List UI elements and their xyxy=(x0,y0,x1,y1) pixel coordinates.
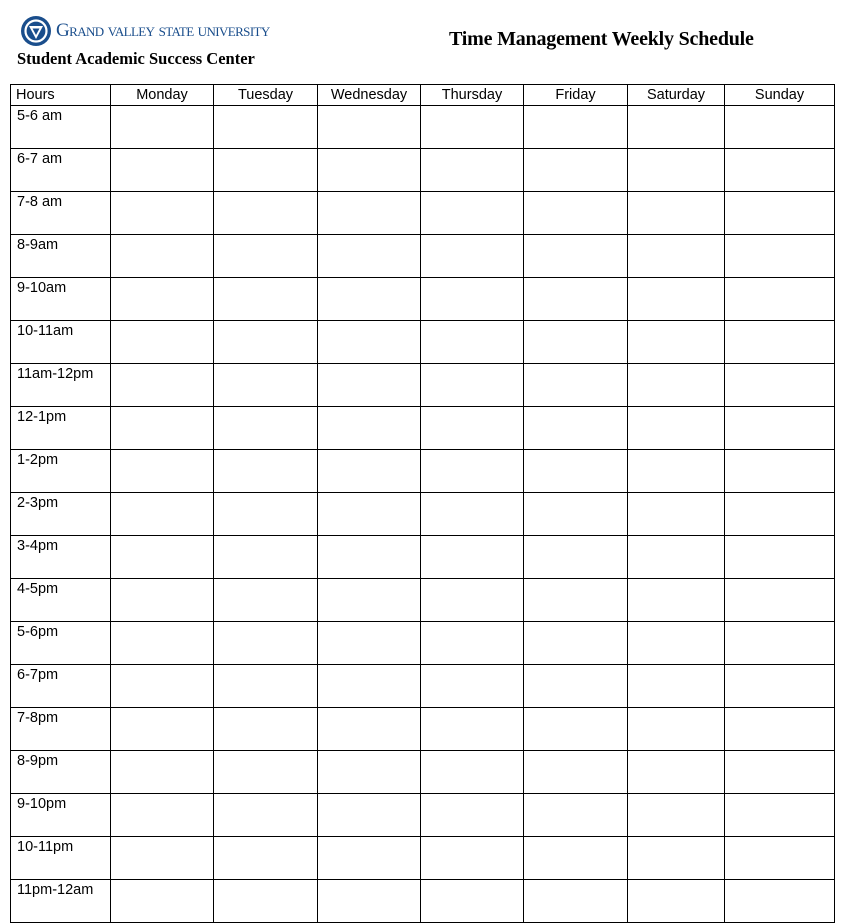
time-slot-label: 10-11pm xyxy=(11,837,111,880)
time-slot-label: 11am-12pm xyxy=(11,364,111,407)
schedule-cell-wednesday[interactable] xyxy=(318,149,421,192)
time-slot-label: 5-6pm xyxy=(11,622,111,665)
schedule-cell-saturday[interactable] xyxy=(628,751,725,794)
time-slot-label: 4-5pm xyxy=(11,579,111,622)
schedule-cell-tuesday[interactable] xyxy=(214,450,318,493)
header-row xyxy=(11,85,835,106)
schedule-cell-friday[interactable] xyxy=(524,880,628,923)
schedule-cell-sunday[interactable] xyxy=(725,493,835,536)
schedule-cell-tuesday[interactable] xyxy=(214,665,318,708)
schedule-cell-friday[interactable] xyxy=(524,536,628,579)
schedule-cell-saturday[interactable] xyxy=(628,407,725,450)
schedule-cell-monday[interactable] xyxy=(111,536,214,579)
schedule-cell-thursday[interactable] xyxy=(421,106,524,149)
schedule-cell-monday[interactable] xyxy=(111,450,214,493)
schedule-cell-tuesday[interactable] xyxy=(214,407,318,450)
schedule-cell-sunday[interactable] xyxy=(725,364,835,407)
university-logo xyxy=(20,14,270,48)
schedule-cell-thursday[interactable] xyxy=(421,321,524,364)
schedule-cell-wednesday[interactable] xyxy=(318,880,421,923)
schedule-cell-wednesday[interactable] xyxy=(318,235,421,278)
schedule-cell-monday[interactable] xyxy=(111,794,214,837)
schedule-cell-monday[interactable] xyxy=(111,880,214,923)
schedule-cell-sunday[interactable] xyxy=(725,278,835,321)
schedule-cell-thursday[interactable] xyxy=(421,751,524,794)
schedule-cell-tuesday[interactable] xyxy=(214,794,318,837)
time-slot-row xyxy=(11,665,835,708)
schedule-cell-friday[interactable] xyxy=(524,407,628,450)
schedule-cell-friday[interactable] xyxy=(524,321,628,364)
schedule-cell-thursday[interactable] xyxy=(421,622,524,665)
time-slot-row xyxy=(11,880,835,923)
schedule-cell-monday[interactable] xyxy=(111,278,214,321)
schedule-cell-friday[interactable] xyxy=(524,837,628,880)
schedule-cell-thursday[interactable] xyxy=(421,794,524,837)
schedule-cell-sunday[interactable] xyxy=(725,751,835,794)
time-slot-label: 5-6 am xyxy=(11,106,111,149)
schedule-cell-friday[interactable] xyxy=(524,493,628,536)
schedule-cell-tuesday[interactable] xyxy=(214,493,318,536)
schedule-cell-thursday[interactable] xyxy=(421,579,524,622)
schedule-cell-sunday[interactable] xyxy=(725,235,835,278)
schedule-cell-sunday[interactable] xyxy=(725,149,835,192)
schedule-cell-thursday[interactable] xyxy=(421,278,524,321)
schedule-cell-thursday[interactable] xyxy=(421,536,524,579)
schedule-cell-sunday[interactable] xyxy=(725,708,835,751)
schedule-cell-wednesday[interactable] xyxy=(318,364,421,407)
schedule-cell-saturday[interactable] xyxy=(628,579,725,622)
schedule-cell-sunday[interactable] xyxy=(725,450,835,493)
schedule-cell-wednesday[interactable] xyxy=(318,579,421,622)
time-slot-row xyxy=(11,192,835,235)
schedule-cell-friday[interactable] xyxy=(524,106,628,149)
schedule-cell-wednesday[interactable] xyxy=(318,321,421,364)
time-slot-label: 3-4pm xyxy=(11,536,111,579)
schedule-cell-tuesday[interactable] xyxy=(214,321,318,364)
schedule-cell-saturday[interactable] xyxy=(628,665,725,708)
time-slot-row xyxy=(11,493,835,536)
schedule-cell-wednesday[interactable] xyxy=(318,708,421,751)
schedule-cell-friday[interactable] xyxy=(524,794,628,837)
schedule-cell-thursday[interactable] xyxy=(421,149,524,192)
schedule-cell-thursday[interactable] xyxy=(421,364,524,407)
schedule-cell-saturday[interactable] xyxy=(628,708,725,751)
schedule-cell-sunday[interactable] xyxy=(725,407,835,450)
time-slot-row xyxy=(11,536,835,579)
schedule-cell-monday[interactable] xyxy=(111,665,214,708)
schedule-cell-monday[interactable] xyxy=(111,622,214,665)
schedule-cell-monday[interactable] xyxy=(111,751,214,794)
schedule-body xyxy=(11,106,835,923)
schedule-cell-saturday[interactable] xyxy=(628,192,725,235)
schedule-cell-friday[interactable] xyxy=(524,708,628,751)
schedule-cell-friday[interactable] xyxy=(524,364,628,407)
time-slot-label: 9-10pm xyxy=(11,794,111,837)
time-slot-label: 7-8 am xyxy=(11,192,111,235)
time-slot-row xyxy=(11,837,835,880)
time-slot-label: 8-9pm xyxy=(11,751,111,794)
schedule-cell-thursday[interactable] xyxy=(421,880,524,923)
schedule-cell-saturday[interactable] xyxy=(628,794,725,837)
time-slot-row xyxy=(11,321,835,364)
time-slot-label: 9-10am xyxy=(11,278,111,321)
schedule-cell-thursday[interactable] xyxy=(421,407,524,450)
schedule-cell-monday[interactable] xyxy=(111,106,214,149)
day-header-friday: Friday xyxy=(524,85,628,106)
schedule-cell-thursday[interactable] xyxy=(421,192,524,235)
time-slot-row xyxy=(11,149,835,192)
schedule-cell-friday[interactable] xyxy=(524,622,628,665)
time-slot-label: 8-9am xyxy=(11,235,111,278)
time-slot-label: 6-7 am xyxy=(11,149,111,192)
schedule-cell-tuesday[interactable] xyxy=(214,536,318,579)
time-slot-row xyxy=(11,235,835,278)
schedule-cell-monday[interactable] xyxy=(111,321,214,364)
schedule-cell-wednesday[interactable] xyxy=(318,450,421,493)
schedule-cell-friday[interactable] xyxy=(524,450,628,493)
schedule-cell-sunday[interactable] xyxy=(725,192,835,235)
schedule-cell-tuesday[interactable] xyxy=(214,235,318,278)
time-slot-label: 2-3pm xyxy=(11,493,111,536)
time-slot-row xyxy=(11,106,835,149)
time-slot-row xyxy=(11,622,835,665)
weekly-schedule-table xyxy=(10,84,835,923)
schedule-cell-saturday[interactable] xyxy=(628,106,725,149)
page-header xyxy=(0,0,843,84)
schedule-cell-tuesday[interactable] xyxy=(214,579,318,622)
schedule-cell-sunday[interactable] xyxy=(725,837,835,880)
schedule-cell-monday[interactable] xyxy=(111,364,214,407)
schedule-cell-monday[interactable] xyxy=(111,493,214,536)
schedule-cell-thursday[interactable] xyxy=(421,837,524,880)
day-header-saturday: Saturday xyxy=(628,85,725,106)
schedule-cell-monday[interactable] xyxy=(111,407,214,450)
schedule-cell-wednesday[interactable] xyxy=(318,751,421,794)
time-slot-row xyxy=(11,751,835,794)
schedule-cell-monday[interactable] xyxy=(111,837,214,880)
schedule-cell-saturday[interactable] xyxy=(628,880,725,923)
schedule-cell-wednesday[interactable] xyxy=(318,106,421,149)
time-slot-label: 7-8pm xyxy=(11,708,111,751)
schedule-cell-tuesday[interactable] xyxy=(214,192,318,235)
schedule-cell-sunday[interactable] xyxy=(725,106,835,149)
schedule-cell-tuesday[interactable] xyxy=(214,149,318,192)
schedule-cell-sunday[interactable] xyxy=(725,622,835,665)
schedule-cell-sunday[interactable] xyxy=(725,579,835,622)
schedule-cell-wednesday[interactable] xyxy=(318,665,421,708)
schedule-cell-wednesday[interactable] xyxy=(318,794,421,837)
schedule-cell-sunday[interactable] xyxy=(725,665,835,708)
schedule-cell-tuesday[interactable] xyxy=(214,708,318,751)
schedule-cell-tuesday[interactable] xyxy=(214,751,318,794)
schedule-cell-wednesday[interactable] xyxy=(318,493,421,536)
schedule-cell-monday[interactable] xyxy=(111,192,214,235)
schedule-cell-friday[interactable] xyxy=(524,665,628,708)
schedule-cell-friday[interactable] xyxy=(524,149,628,192)
schedule-cell-tuesday[interactable] xyxy=(214,880,318,923)
schedule-cell-monday[interactable] xyxy=(111,708,214,751)
time-slot-label: 12-1pm xyxy=(11,407,111,450)
gvsu-logo-icon xyxy=(20,15,52,47)
schedule-cell-thursday[interactable] xyxy=(421,665,524,708)
time-slot-row xyxy=(11,708,835,751)
schedule-cell-saturday[interactable] xyxy=(628,837,725,880)
schedule-cell-wednesday[interactable] xyxy=(318,536,421,579)
department-name: Student Academic Success Center xyxy=(17,49,255,68)
schedule-cell-friday[interactable] xyxy=(524,278,628,321)
schedule-cell-monday[interactable] xyxy=(111,235,214,278)
schedule-cell-sunday[interactable] xyxy=(725,880,835,923)
time-slot-label: 11pm-12am xyxy=(11,880,111,923)
schedule-cell-sunday[interactable] xyxy=(725,536,835,579)
schedule-cell-friday[interactable] xyxy=(524,235,628,278)
schedule-cell-saturday[interactable] xyxy=(628,364,725,407)
time-slot-label: 6-7pm xyxy=(11,665,111,708)
schedule-cell-thursday[interactable] xyxy=(421,493,524,536)
schedule-cell-tuesday[interactable] xyxy=(214,837,318,880)
schedule-cell-sunday[interactable] xyxy=(725,321,835,364)
day-header-monday: Monday xyxy=(111,85,214,106)
day-header-sunday: Sunday xyxy=(725,85,835,106)
day-header-tuesday: Tuesday xyxy=(214,85,318,106)
schedule-cell-monday[interactable] xyxy=(111,579,214,622)
schedule-cell-thursday[interactable] xyxy=(421,235,524,278)
time-slot-row xyxy=(11,450,835,493)
time-slot-row xyxy=(11,579,835,622)
time-slot-label: 10-11am xyxy=(11,321,111,364)
time-slot-row xyxy=(11,407,835,450)
schedule-cell-saturday[interactable] xyxy=(628,149,725,192)
hours-column-header: Hours xyxy=(11,85,111,106)
schedule-cell-wednesday[interactable] xyxy=(318,278,421,321)
schedule-cell-saturday[interactable] xyxy=(628,278,725,321)
schedule-cell-thursday[interactable] xyxy=(421,708,524,751)
document-title: Time Management Weekly Schedule xyxy=(449,28,754,50)
schedule-cell-friday[interactable] xyxy=(524,579,628,622)
schedule-cell-saturday[interactable] xyxy=(628,622,725,665)
schedule-cell-friday[interactable] xyxy=(524,751,628,794)
schedule-cell-wednesday[interactable] xyxy=(318,407,421,450)
time-slot-row xyxy=(11,364,835,407)
schedule-cell-friday[interactable] xyxy=(524,192,628,235)
schedule-cell-saturday[interactable] xyxy=(628,493,725,536)
schedule-cell-wednesday[interactable] xyxy=(318,192,421,235)
schedule-cell-tuesday[interactable] xyxy=(214,364,318,407)
time-slot-row xyxy=(11,794,835,837)
schedule-cell-tuesday[interactable] xyxy=(214,278,318,321)
schedule-cell-monday[interactable] xyxy=(111,149,214,192)
schedule-cell-wednesday[interactable] xyxy=(318,837,421,880)
schedule-cell-saturday[interactable] xyxy=(628,321,725,364)
day-header-wednesday: Wednesday xyxy=(318,85,421,106)
time-slot-label: 1-2pm xyxy=(11,450,111,493)
schedule-cell-wednesday[interactable] xyxy=(318,622,421,665)
time-slot-row xyxy=(11,278,835,321)
schedule-cell-thursday[interactable] xyxy=(421,450,524,493)
schedule-cell-tuesday[interactable] xyxy=(214,622,318,665)
university-name: Grand valley state university xyxy=(56,20,270,41)
schedule-cell-saturday[interactable] xyxy=(628,450,725,493)
day-header-thursday: Thursday xyxy=(421,85,524,106)
schedule-cell-sunday[interactable] xyxy=(725,794,835,837)
schedule-cell-saturday[interactable] xyxy=(628,536,725,579)
schedule-cell-tuesday[interactable] xyxy=(214,106,318,149)
schedule-cell-saturday[interactable] xyxy=(628,235,725,278)
